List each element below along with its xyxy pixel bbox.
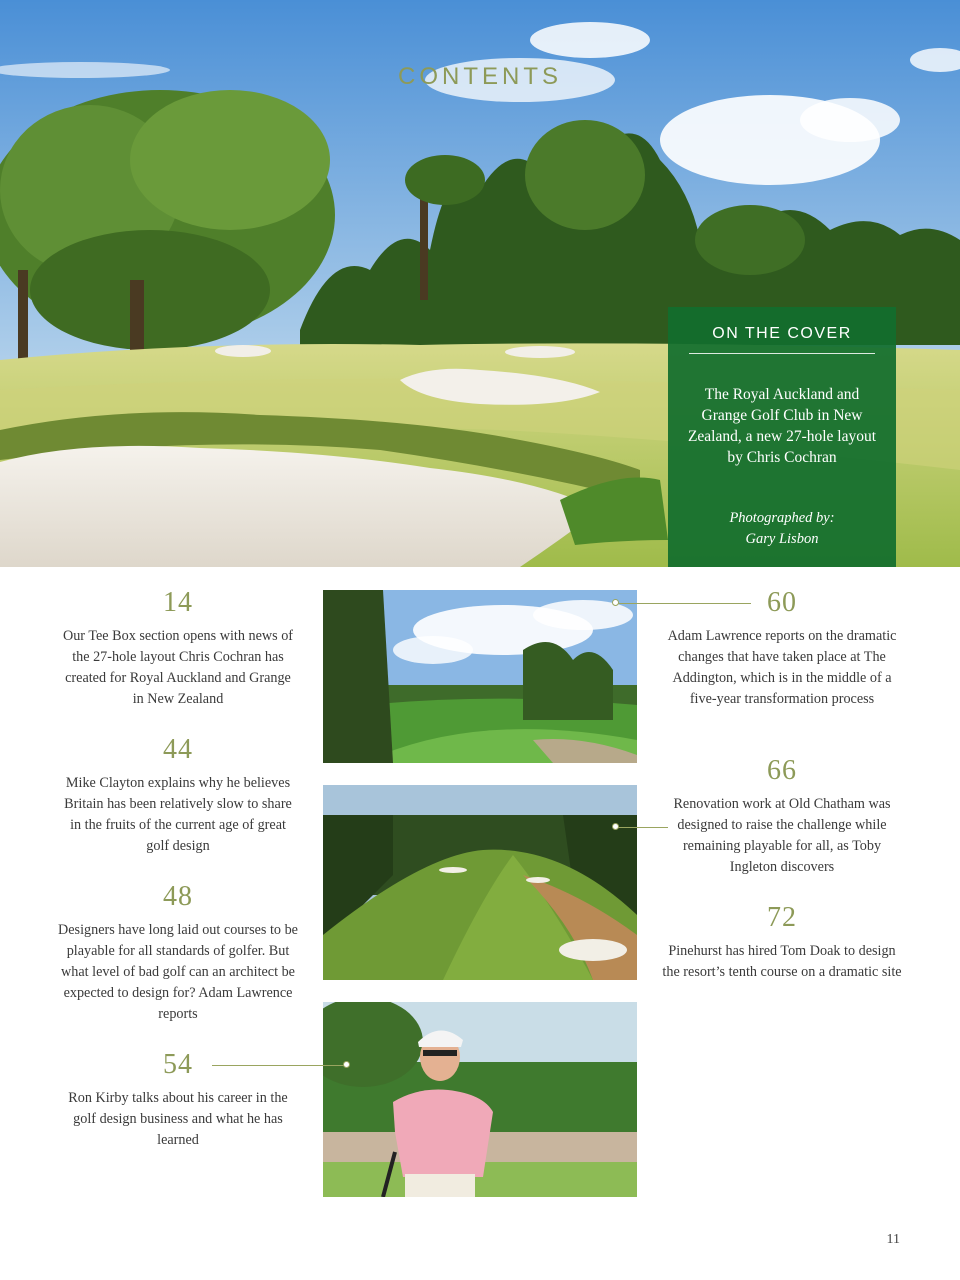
on-the-cover-panel [668, 307, 896, 567]
page-number: 66 [767, 755, 797, 786]
leader-dot-60 [612, 599, 619, 606]
entry-description: Designers have long laid out courses to be playable for all standards of golfer. But what level of bad golf can an architect be expected to design for? Adam Lawrence reports [58, 922, 298, 1022]
leader-dot-54 [343, 1061, 350, 1068]
photo-credit-name: Gary Lisbon [745, 531, 819, 547]
leader-dot-66 [612, 823, 619, 830]
cover-caption: The Royal Auckland and Grange Golf Club in New Zealand, a new 27-hole layout by Chris Cochran [687, 386, 877, 466]
page-number: 44 [163, 734, 193, 765]
entry-description: Mike Clayton explains why he believes Britain has been relatively slow to share in the fruits of the current age of great golf design [64, 775, 292, 854]
addington-photo [323, 590, 637, 763]
contents-entry-66[interactable] [662, 756, 902, 878]
entry-description: Adam Lawrence reports on the dramatic changes that have taken place at The Addington, which is in the middle of a five-year transformation process [667, 628, 897, 707]
contents-entry-14[interactable] [58, 588, 298, 710]
entry-description: Our Tee Box section opens with news of the 27-hole layout Chris Cochran has created for Royal Auckland and Grange in New Zealand [62, 628, 294, 707]
entry-description: Renovation work at Old Chatham was designed to raise the challenge while remaining playable for all, as Toby Ingleton discovers [673, 796, 891, 875]
page-number: 72 [767, 902, 797, 933]
photo-credit [668, 508, 896, 550]
folio-page-number: 11 [886, 1232, 900, 1247]
leader-line-66 [617, 827, 668, 828]
page-number: 48 [163, 881, 193, 912]
cover-heading: ON THE COVER [712, 325, 852, 342]
photo-credit-label: Photographed by: [729, 510, 835, 526]
page-number: 60 [767, 587, 797, 618]
entry-description: Pinehurst has hired Tom Doak to design the resort’s tenth course on a dramatic site [662, 943, 902, 980]
contents-entry-48[interactable] [58, 882, 298, 1025]
contents-entry-60[interactable] [662, 588, 902, 710]
old-chatham-photo [323, 785, 637, 980]
contents-entry-44[interactable] [58, 735, 298, 857]
leader-line-54 [212, 1065, 346, 1066]
cover-photo [0, 0, 960, 567]
page-number: 54 [163, 1049, 193, 1080]
entry-description: Ron Kirby talks about his career in the golf design business and what he has learned [68, 1090, 288, 1148]
page-number: 14 [163, 587, 193, 618]
ron-kirby-photo [323, 1002, 637, 1197]
page-title: CONTENTS [398, 63, 562, 90]
contents-entry-72[interactable] [662, 903, 902, 983]
cover-divider [689, 353, 875, 354]
